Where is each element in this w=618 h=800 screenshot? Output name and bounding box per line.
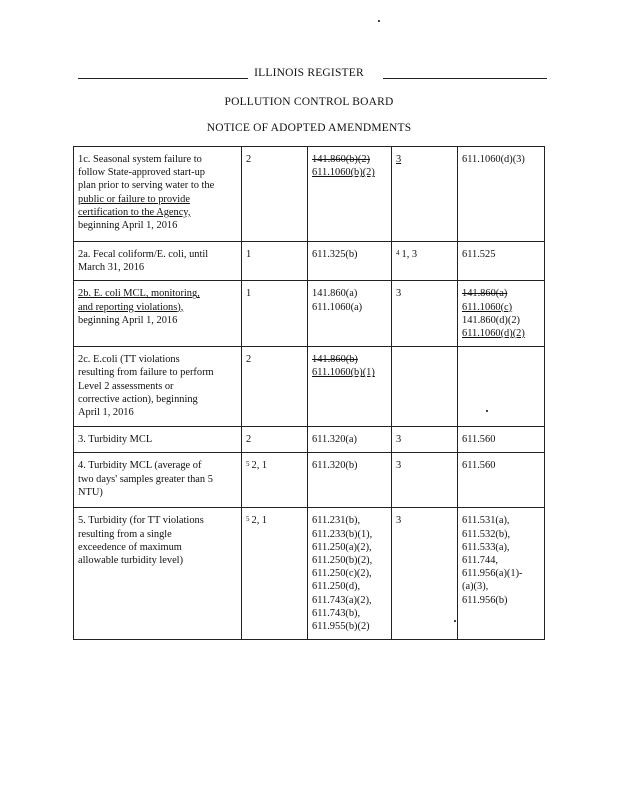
- cell-line: [312, 301, 387, 314]
- cell-text: public or failure to provide: [78, 193, 190, 205]
- table-cell-col2: [242, 453, 308, 508]
- cell-text: March 31, 2016: [78, 262, 145, 274]
- scan-speck: [486, 410, 488, 412]
- cell-line: [312, 459, 387, 472]
- table-cell-col5: [458, 347, 545, 427]
- cell-line: [246, 153, 303, 166]
- cell-text: 611.560: [462, 460, 496, 472]
- cell-line: [312, 554, 387, 567]
- cell-line: [312, 541, 387, 554]
- cell-text: 611.231(b),: [312, 515, 361, 527]
- cell-text: 611.320(a): [312, 434, 357, 446]
- cell-text: 611.250(d),: [312, 581, 361, 593]
- cell-text: 611.744,: [462, 555, 498, 567]
- cell-text: 3: [396, 154, 402, 165]
- cell-text: 611.1060(b)(2): [312, 167, 375, 179]
- cell-line: [462, 567, 540, 580]
- cell-text: 2a. Fecal coliform/E. coli, until: [78, 249, 209, 260]
- table-row: [74, 453, 545, 508]
- cell-text: 1c. Seasonal system failure to: [78, 154, 202, 165]
- cell-text: 141.860(b)(2): [312, 154, 371, 165]
- table-cell-col3: [308, 453, 392, 508]
- cell-text: 611.320(b): [312, 460, 358, 472]
- table-cell-col1: [74, 453, 242, 508]
- table-cell-col2: [242, 427, 308, 453]
- cell-line: [78, 393, 237, 406]
- cell-text: 4. Turbidity MCL (average of: [78, 460, 202, 472]
- table-cell-col2: [242, 347, 308, 427]
- scan-speck: [378, 20, 380, 22]
- cell-line: [312, 287, 387, 300]
- cell-text: 611.955(b)(2): [312, 621, 370, 633]
- cell-line: [396, 433, 453, 446]
- cell-text: certification to the Agency,: [78, 206, 191, 218]
- cell-line: [78, 301, 237, 314]
- table-cell-col4: [392, 453, 458, 508]
- cell-text: 2c. E.coli (TT violations: [78, 354, 180, 366]
- cell-line: [78, 193, 237, 206]
- cell-text: 141.860(b): [312, 354, 358, 366]
- amendments-table-body: [74, 147, 545, 640]
- table-cell-col1: [74, 242, 242, 281]
- table-cell-col3: [308, 508, 392, 640]
- table-cell-col4: [392, 147, 458, 242]
- cell-line: [78, 353, 237, 366]
- cell-line: [462, 327, 540, 340]
- cell-line: [78, 541, 237, 554]
- cell-line: [78, 554, 237, 567]
- cell-line: [78, 406, 237, 419]
- cell-line: [462, 541, 540, 554]
- cell-line: [462, 314, 540, 327]
- cell-line: [78, 287, 237, 300]
- cell-text: 3: [396, 460, 402, 472]
- cell-text: 2b. E. coli MCL, monitoring,: [78, 288, 200, 300]
- cell-text: 611.956(b): [462, 594, 508, 606]
- cell-text: 3: [396, 434, 402, 446]
- table-cell-col5: [458, 147, 545, 242]
- cell-line: [78, 366, 237, 379]
- cell-text: 1: [246, 249, 252, 260]
- footnote-marker: 5: [246, 460, 250, 469]
- table-cell-col5: [458, 453, 545, 508]
- table-row: [74, 427, 545, 453]
- table-cell-col2: [242, 508, 308, 640]
- cell-line: [78, 166, 237, 179]
- cell-text: 611.532(b),: [462, 528, 511, 540]
- cell-text: beginning April 1, 2016: [78, 314, 178, 326]
- cell-text: 141.860(a): [462, 288, 508, 300]
- cell-text: 2, 1: [251, 515, 268, 527]
- table-cell-col5: [458, 281, 545, 347]
- cell-text: 611.533(a),: [462, 541, 510, 553]
- table-cell-col4: [392, 347, 458, 427]
- table-cell-col2: [242, 242, 308, 281]
- cell-text: 2: [246, 154, 252, 165]
- cell-line: [462, 594, 540, 607]
- table-row: [74, 281, 545, 347]
- cell-text: 611.250(a)(2),: [312, 541, 372, 553]
- cell-text: allowable turbidity level): [78, 555, 184, 567]
- cell-line: [312, 366, 387, 379]
- cell-line: [462, 433, 540, 446]
- table-cell-col4: [392, 427, 458, 453]
- cell-text: 141.860(a): [312, 288, 358, 300]
- cell-text: plan prior to serving water to the: [78, 180, 215, 192]
- cell-line: [78, 153, 237, 166]
- cell-line: [78, 380, 237, 393]
- cell-text: 611.525: [462, 249, 496, 260]
- cell-text: and reporting violations),: [78, 301, 184, 313]
- table-row: [74, 147, 545, 242]
- table-cell-col2: [242, 281, 308, 347]
- cell-text: 141.860(d)(2): [462, 314, 521, 326]
- table-cell-col4: [392, 508, 458, 640]
- cell-line: [78, 314, 237, 327]
- cell-text: 611.1060(c): [462, 301, 513, 313]
- footnote-marker: 4: [396, 249, 400, 257]
- cell-text: 611.250(b)(2),: [312, 555, 373, 567]
- cell-line: [78, 528, 237, 541]
- cell-text: April 1, 2016: [78, 407, 134, 419]
- cell-text: corrective action), beginning: [78, 393, 198, 405]
- cell-line: [462, 528, 540, 541]
- register-title: [0, 67, 618, 79]
- cell-line: [396, 287, 453, 300]
- table-cell-col2: [242, 147, 308, 242]
- cell-line: [312, 567, 387, 580]
- cell-line: [312, 580, 387, 593]
- cell-text: 611.531(a),: [462, 515, 510, 527]
- table-cell-col5: [458, 242, 545, 281]
- table-cell-col5: [458, 427, 545, 453]
- table-cell-col4: [392, 242, 458, 281]
- cell-line: [396, 459, 453, 472]
- scan-speck: [454, 620, 456, 622]
- cell-text: 611.1060(a): [312, 301, 363, 313]
- register-title-text: ILLINOIS REGISTER: [250, 67, 368, 79]
- table-cell-col3: [308, 242, 392, 281]
- cell-text: NTU): [78, 486, 103, 498]
- cell-text: 611.1060(d)(2): [462, 328, 525, 340]
- cell-line: [78, 179, 237, 192]
- cell-line: [396, 153, 453, 166]
- cell-line: [246, 248, 303, 261]
- cell-line: [246, 514, 303, 527]
- cell-text: beginning April 1, 2016: [78, 220, 178, 232]
- cell-text: 611.560: [462, 434, 496, 446]
- cell-text: 611.1060(b)(1): [312, 367, 375, 379]
- amendments-table: [73, 146, 545, 640]
- cell-line: [78, 433, 237, 446]
- cell-line: [312, 514, 387, 527]
- cell-line: [312, 433, 387, 446]
- cell-line: [462, 514, 540, 527]
- cell-text: 3: [396, 288, 402, 300]
- table-row: [74, 347, 545, 427]
- cell-line: [312, 353, 387, 366]
- table-row: [74, 508, 545, 640]
- cell-line: [246, 353, 303, 366]
- cell-text: Level 2 assessments or: [78, 380, 174, 392]
- cell-line: [312, 166, 387, 179]
- cell-line: [78, 514, 237, 527]
- cell-text: 5. Turbidity (for TT violations: [78, 515, 204, 527]
- cell-line: [462, 287, 540, 300]
- cell-text: 1, 3: [401, 249, 418, 260]
- cell-line: [78, 459, 237, 472]
- cell-line: [312, 620, 387, 633]
- cell-line: [462, 459, 540, 472]
- cell-line: [396, 248, 453, 261]
- cell-line: [246, 459, 303, 472]
- table-cell-col4: [392, 281, 458, 347]
- cell-text: 611.743(a)(2),: [312, 594, 372, 606]
- cell-text: resulting from failure to perform: [78, 367, 214, 379]
- cell-line: [78, 206, 237, 219]
- cell-text: 3: [396, 515, 402, 527]
- footnote-marker: 5: [246, 515, 250, 524]
- cell-text: resulting from a single: [78, 528, 172, 540]
- cell-text: follow State-approved start-up: [78, 167, 205, 179]
- cell-line: [78, 261, 237, 274]
- cell-text: 1: [246, 288, 252, 300]
- table-cell-col3: [308, 147, 392, 242]
- cell-text: two days' samples greater than 5: [78, 473, 213, 485]
- cell-line: [78, 248, 237, 261]
- cell-line: [246, 287, 303, 300]
- cell-text: 3. Turbidity MCL: [78, 434, 153, 446]
- table-cell-col1: [74, 347, 242, 427]
- cell-line: [462, 301, 540, 314]
- cell-text: 611.956(a)(1)-: [462, 568, 523, 580]
- cell-line: [462, 248, 540, 261]
- cell-line: [78, 219, 237, 232]
- table-cell-col3: [308, 427, 392, 453]
- notice-title: NOTICE OF ADOPTED AMENDMENTS: [206, 122, 412, 134]
- cell-text: exceedence of maximum: [78, 541, 182, 553]
- board-name: POLLUTION CONTROL BOARD: [224, 96, 394, 108]
- cell-text: 2: [246, 354, 252, 366]
- cell-line: [78, 486, 237, 499]
- cell-text: 611.233(b)(1),: [312, 528, 373, 540]
- cell-line: [312, 607, 387, 620]
- table-cell-col1: [74, 427, 242, 453]
- cell-line: [312, 594, 387, 607]
- table-cell-col3: [308, 281, 392, 347]
- cell-line: [462, 554, 540, 567]
- table-cell-col3: [308, 347, 392, 427]
- cell-line: [396, 514, 453, 527]
- cell-text: 611.1060(d)(3): [462, 154, 525, 165]
- cell-text: 2, 1: [251, 460, 268, 472]
- cell-line: [78, 473, 237, 486]
- cell-text: 611.743(b),: [312, 607, 361, 619]
- cell-line: [462, 153, 540, 166]
- cell-line: [312, 153, 387, 166]
- cell-line: [246, 433, 303, 446]
- cell-line: [312, 528, 387, 541]
- table-cell-col1: [74, 147, 242, 242]
- table-cell-col5: [458, 508, 545, 640]
- cell-text: (a)(3),: [462, 581, 489, 593]
- table-cell-col1: [74, 508, 242, 640]
- cell-text: 611.325(b): [312, 249, 358, 260]
- cell-line: [312, 248, 387, 261]
- cell-text: 2: [246, 434, 252, 446]
- cell-text: 611.250(c)(2),: [312, 568, 372, 580]
- cell-line: [462, 580, 540, 593]
- table-cell-col1: [74, 281, 242, 347]
- table-row: [74, 242, 545, 281]
